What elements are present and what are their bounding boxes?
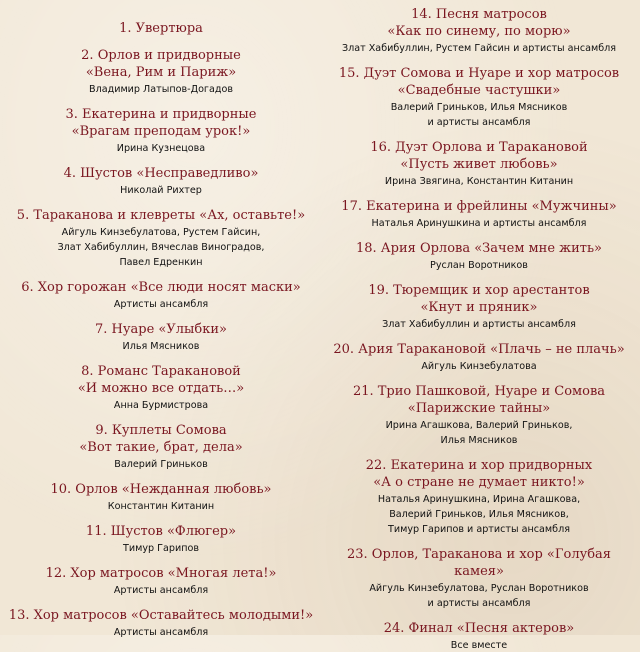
performer-line: Илья Мясников [440, 435, 518, 446]
track-title-line: «Как по синему, по морю» [387, 24, 571, 39]
track-item [341, 198, 616, 230]
performer-line: Анна Бурмистрова [113, 400, 209, 411]
track-title-line: 2. Орлов и придворные [81, 48, 241, 63]
track-title-line: «Вот такие, брат, дела» [79, 440, 243, 455]
track-item [79, 422, 242, 471]
track-item [368, 282, 589, 331]
performer-line: Айгуль Кинзебулатова, Руслан Воротников [369, 583, 589, 594]
track-item [324, 546, 634, 610]
track-item [353, 383, 605, 447]
track-title-line: «Парижские тайны» [407, 401, 551, 416]
track-title-line: 22. Екатерина и хор придворных [365, 458, 593, 473]
track-item [81, 47, 241, 96]
track-title-line: «Вена, Рим и Париж» [85, 65, 237, 80]
performer-line: Ирина Агашкова, Валерий Гриньков, [385, 420, 573, 431]
track-item [333, 341, 624, 373]
track-title-line: 5. Тараканова и клевреты «Ах, оставьте!» [16, 208, 306, 223]
performer-line: Злат Хабибуллин, Вячеслав Виноградов, [57, 242, 265, 253]
track-item [356, 240, 602, 272]
track-title-line: 16. Дуэт Орлова и Таракановой [370, 140, 588, 155]
track-title-line: «Врагам преподам урок!» [71, 124, 251, 139]
track-item [119, 20, 203, 37]
track-item [21, 279, 301, 311]
performer-line: Тимур Гарипов и артисты ансамбля [388, 524, 570, 535]
performer-line: Все вместе [450, 640, 508, 651]
track-item [342, 6, 616, 55]
track-item [9, 607, 313, 639]
track-title-line: «Пусть живет любовь» [400, 157, 558, 172]
track-title-line: 12. Хор матросов «Многая лета!» [45, 566, 277, 581]
performer-line: Артисты ансамбля [113, 627, 209, 638]
track-item [78, 363, 244, 412]
track-title-line: 19. Тюремщик и хор арестантов [368, 283, 590, 298]
performer-line: Руслан Воротников [430, 260, 528, 271]
performer-line: Валерий Гриньков, Илья Мясников [390, 102, 568, 113]
track-item [64, 165, 259, 197]
track-item [339, 65, 619, 129]
performer-line: Артисты ансамбля [113, 299, 209, 310]
track-title-line: 7. Нуаре «Улыбки» [95, 322, 227, 337]
track-title-line: 23. Орлов, Тараканова и хор «Голубая камея» [347, 547, 611, 579]
performer-line: Павел Едренкин [119, 257, 203, 268]
performer-line: Валерий Гриньков [114, 459, 208, 470]
track-title-line: 9. Куплеты Сомова [95, 423, 227, 438]
performer-line: Владимир Латыпов-Догадов [88, 84, 234, 95]
track-title-line: 18. Ария Орлова «Зачем мне жить» [355, 241, 603, 256]
performer-line: Айгуль Кинзебулатова, Рустем Гайсин, [61, 227, 261, 238]
performer-line: Злат Хабибуллин, Рустем Гайсин и артисты ансамбля [341, 43, 617, 54]
track-item [86, 523, 236, 555]
performer-line: Константин Китанин [107, 501, 215, 512]
track-title-line: 13. Хор матросов «Оставайтесь молодыми!» [8, 608, 314, 623]
track-item [370, 139, 587, 188]
track-item [17, 207, 305, 269]
track-item [384, 620, 575, 652]
performer-line: Тимур Гарипов [122, 543, 199, 554]
left-column [6, 20, 320, 638]
performer-line: Наталья Аринушкина и артисты ансамбля [371, 218, 587, 229]
track-item [95, 321, 227, 353]
performer-line: Николай Рихтер [120, 185, 202, 196]
track-title-line: 4. Шустов «Несправедливо» [63, 166, 259, 181]
track-title-line: 8. Романс Таракановой [81, 364, 241, 379]
track-title-line: 20. Ария Таракановой «Плачь – не плачь» [333, 342, 625, 357]
performer-line: Артисты ансамбля [113, 585, 209, 596]
track-title-line: 21. Трио Пашковой, Нуаре и Сомова [352, 384, 606, 399]
track-title-line: «Кнут и пряник» [420, 300, 538, 315]
performer-line: Злат Хабибуллин и артисты ансамбля [382, 319, 576, 330]
track-title-line: «И можно все отдать…» [77, 381, 245, 396]
performer-line: и артисты ансамбля [427, 598, 531, 609]
track-title-line: 11. Шустов «Флюгер» [85, 524, 237, 539]
performer-line: и артисты ансамбля [427, 117, 531, 128]
performer-line: Ирина Звягина, Константин Китанин [384, 176, 574, 187]
track-item [366, 457, 592, 536]
track-title-line: 10. Орлов «Нежданная любовь» [50, 482, 272, 497]
performer-line: Валерий Гриньков, Илья Мясников, [389, 509, 569, 520]
performer-line: Айгуль Кинзебулатова [421, 361, 537, 372]
right-column [320, 6, 634, 651]
track-title-line: 6. Хор горожан «Все люди носят маски» [21, 280, 301, 295]
track-item [66, 106, 257, 155]
track-title-line: «А о стране не думает никто!» [373, 475, 585, 490]
track-title-line: 15. Дуэт Сомова и Нуаре и хор матросов [338, 66, 620, 81]
track-title-line: 17. Екатерина и фрейлины «Мужчины» [341, 199, 617, 214]
performer-line: Илья Мясников [122, 341, 200, 352]
performer-line: Ирина Кузнецова [116, 143, 206, 154]
track-title-line: «Свадебные частушки» [397, 83, 561, 98]
track-title-line: 24. Финал «Песня актеров» [383, 621, 575, 636]
track-title-line: 1. Увертюра [119, 21, 203, 36]
track-title-line: 3. Екатерина и придворные [65, 107, 257, 122]
track-item [50, 481, 271, 513]
track-item [46, 565, 277, 597]
track-title-line: 14. Песня матросов [411, 7, 547, 22]
performer-line: Наталья Аринушкина, Ирина Агашкова, [377, 494, 581, 505]
